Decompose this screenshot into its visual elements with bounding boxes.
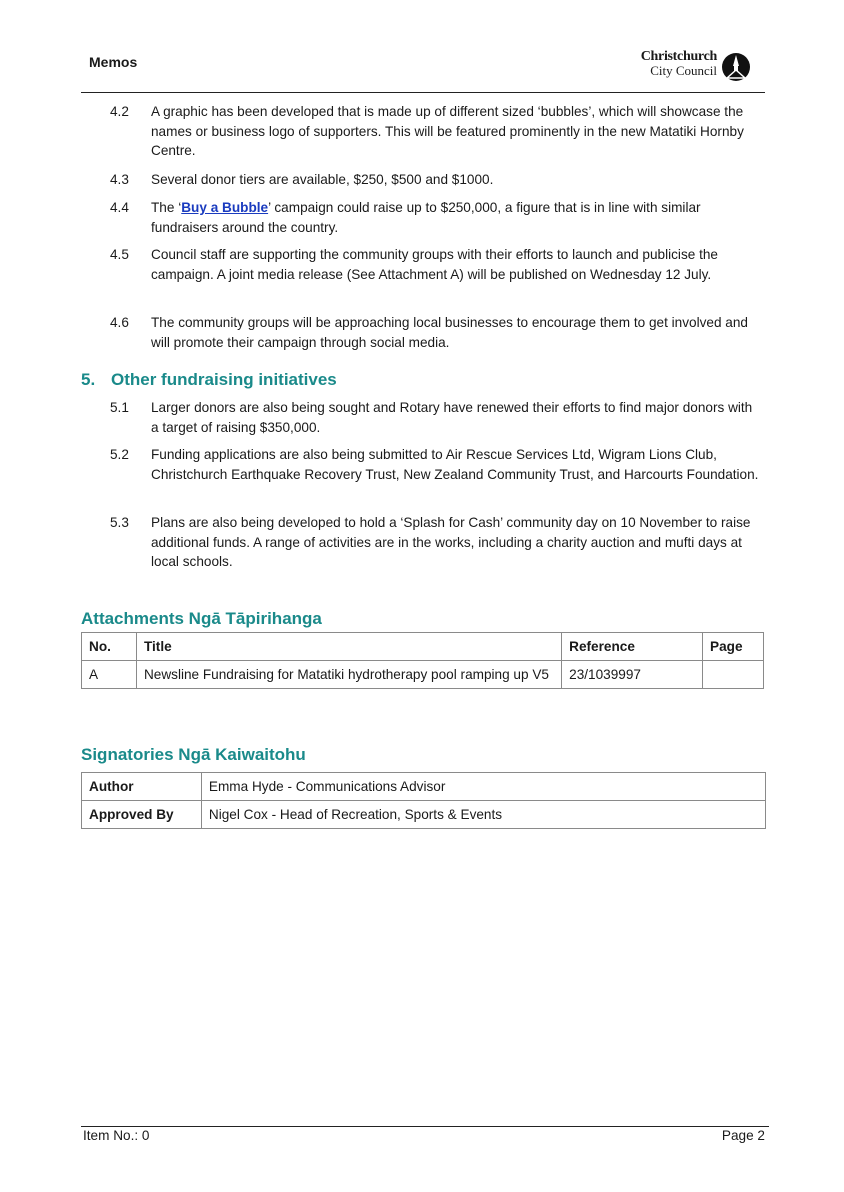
paragraph-5-2 xyxy=(110,445,760,484)
attachment-title: Newsline Fundraising for Matatiki hydrotherapy pool ramping up V5 xyxy=(136,661,561,689)
section-title: Other fundraising initiatives xyxy=(111,370,337,389)
footer-item-number: Item No.: 0 xyxy=(83,1128,150,1143)
signatory-value: Nigel Cox - Head of Recreation, Sports & Events xyxy=(201,801,765,829)
signatory-label: Author xyxy=(82,773,202,801)
column-header-no: No. xyxy=(82,633,137,661)
footer-page-number: Page 2 xyxy=(721,1128,765,1143)
paragraph-5-1 xyxy=(110,398,760,437)
paragraph-number: 4.4 xyxy=(110,200,129,215)
paragraph-number: 4.5 xyxy=(110,247,129,262)
paragraph-text: A graphic has been developed that is made up of different sized ‘bubbles’, which will showcase the names or business logo of supporters. This will be featured prominently in the new Matatiki Hornby Centre. xyxy=(151,104,744,159)
section-number: 5. xyxy=(81,370,96,389)
paragraph-text: Larger donors are also being sought and Rotary have renewed their efforts to find major donors with a target of raising $350,000. xyxy=(151,400,753,435)
paragraph-number: 4.6 xyxy=(110,315,129,330)
column-header-reference: Reference xyxy=(562,633,703,661)
paragraph-number: 5.3 xyxy=(110,515,129,530)
attachments-heading: Attachments Ngā Tāpirihanga xyxy=(81,609,322,628)
signatories-heading: Signatories Ngā Kaiwaitohu xyxy=(81,745,306,764)
paragraph-text: Several donor tiers are available, $250, $500 and $1000. xyxy=(151,172,494,187)
paragraph-number: 5.2 xyxy=(110,447,129,462)
paragraph-5-3 xyxy=(110,513,760,572)
table-row xyxy=(82,801,766,829)
logo-line2: City Council xyxy=(650,63,717,78)
table-row xyxy=(82,661,764,689)
signatory-value: Emma Hyde - Communications Advisor xyxy=(201,773,765,801)
paragraph-number: 5.1 xyxy=(110,400,129,415)
signatories-table xyxy=(81,772,766,829)
paragraph-number: 4.3 xyxy=(110,172,129,187)
attachment-page xyxy=(703,661,764,689)
page-header xyxy=(81,48,765,93)
signatory-label: Approved By xyxy=(82,801,202,829)
paragraph-text: Council staff are supporting the community groups with their efforts to launch and publicise the campaign. A joint media release (See Attachment A) will be published on Wednesday 12 July. xyxy=(151,247,718,282)
buy-a-bubble-link[interactable]: Buy a Bubble xyxy=(181,200,269,215)
column-header-page: Page xyxy=(703,633,764,661)
text-after-link: ’ campaign could raise up to $250,000, a figure that is in line with similar fundraisers around the country. xyxy=(151,200,701,235)
paragraph-text: Funding applications are also being submitted to Air Rescue Services Ltd, Wigram Lions Club, Christchurch Earthquake Recovery Trust, New Zealand Community Trust, and Harcourts Foundation. xyxy=(151,447,759,482)
logo-line1: Christchurch xyxy=(640,49,717,64)
paragraph-number: 4.2 xyxy=(110,104,129,119)
paragraph-text: Plans are also being developed to hold a ‘Splash for Cash’ community day on 10 November to raise additional funds. A range of activities are in the works, including a charity auction and mufti days at local schools. xyxy=(151,515,751,570)
paragraph-4-5 xyxy=(110,245,760,284)
section-5-heading xyxy=(81,370,337,390)
attachment-no: A xyxy=(82,661,137,689)
text-before-link: The ‘ xyxy=(151,200,182,215)
column-header-title: Title xyxy=(136,633,561,661)
paragraph-text xyxy=(151,198,760,237)
attachment-reference: 23/1039997 xyxy=(562,661,703,689)
attachments-table xyxy=(81,632,764,689)
table-row xyxy=(82,773,766,801)
paragraph-4-3 xyxy=(110,170,760,190)
cathedral-logo-icon xyxy=(721,52,751,82)
council-logo xyxy=(641,50,747,78)
paragraph-4-6 xyxy=(110,313,760,352)
page-footer xyxy=(81,1126,769,1143)
table-header-row xyxy=(82,633,764,661)
header-title: Memos xyxy=(89,54,138,70)
paragraph-4-4 xyxy=(110,198,760,237)
paragraph-text: The community groups will be approaching local businesses to encourage them to get involved and will promote their campaign through social media. xyxy=(151,315,748,350)
paragraph-4-2 xyxy=(110,102,760,161)
